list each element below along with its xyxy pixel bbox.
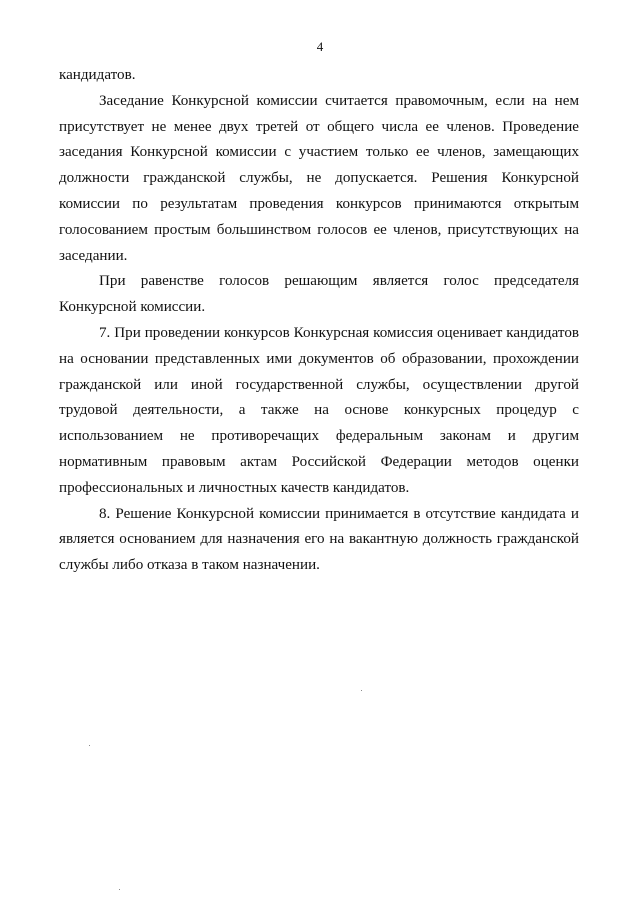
paragraph-tie-vote: При равенстве голосов решающим является голос председателя Конкурсной комиссии.	[59, 273, 579, 316]
scan-speck	[119, 889, 120, 890]
scan-speck	[89, 745, 90, 746]
paragraph-continuation: кандидатов.	[59, 67, 136, 83]
paragraph-clause-8: 8. Решение Конкурсной комиссии принимается в отсутствие кандидата и является основанием для назначения его на вакантную должность гражданской службы либо отказа в таком назначении.	[59, 505, 579, 574]
paragraph-clause-7: 7. При проведении конкурсов Конкурсная комиссия оценивает кандидатов на основании представленных ими документов об образовании, прохождении гражданской или иной государственной службы, осуществлении другой трудовой деятельности, а также на основе конкурсных процедур с использованием не противоречащих федеральным законам и другим нормативным правовым актам Российской Федерации методов оценки профессиональных и личностных качеств кандидатов.	[59, 324, 579, 496]
paragraph-quorum: Заседание Конкурсной комиссии считается правомочным, если на нем присутствует не менее двух третей от общего числа ее членов. Проведение заседания Конкурсной комиссии с участием только ее членов, замещающих должности гражданской службы, не допускается. Решения Конкурсной комиссии по результатам проведения конкурсов принимаются открытым голосованием простым большинством голосов ее членов, присутствующих на заседании.	[59, 92, 579, 264]
document-body	[59, 63, 579, 579]
page-number: 4	[316, 39, 324, 54]
scan-speck	[361, 690, 362, 691]
